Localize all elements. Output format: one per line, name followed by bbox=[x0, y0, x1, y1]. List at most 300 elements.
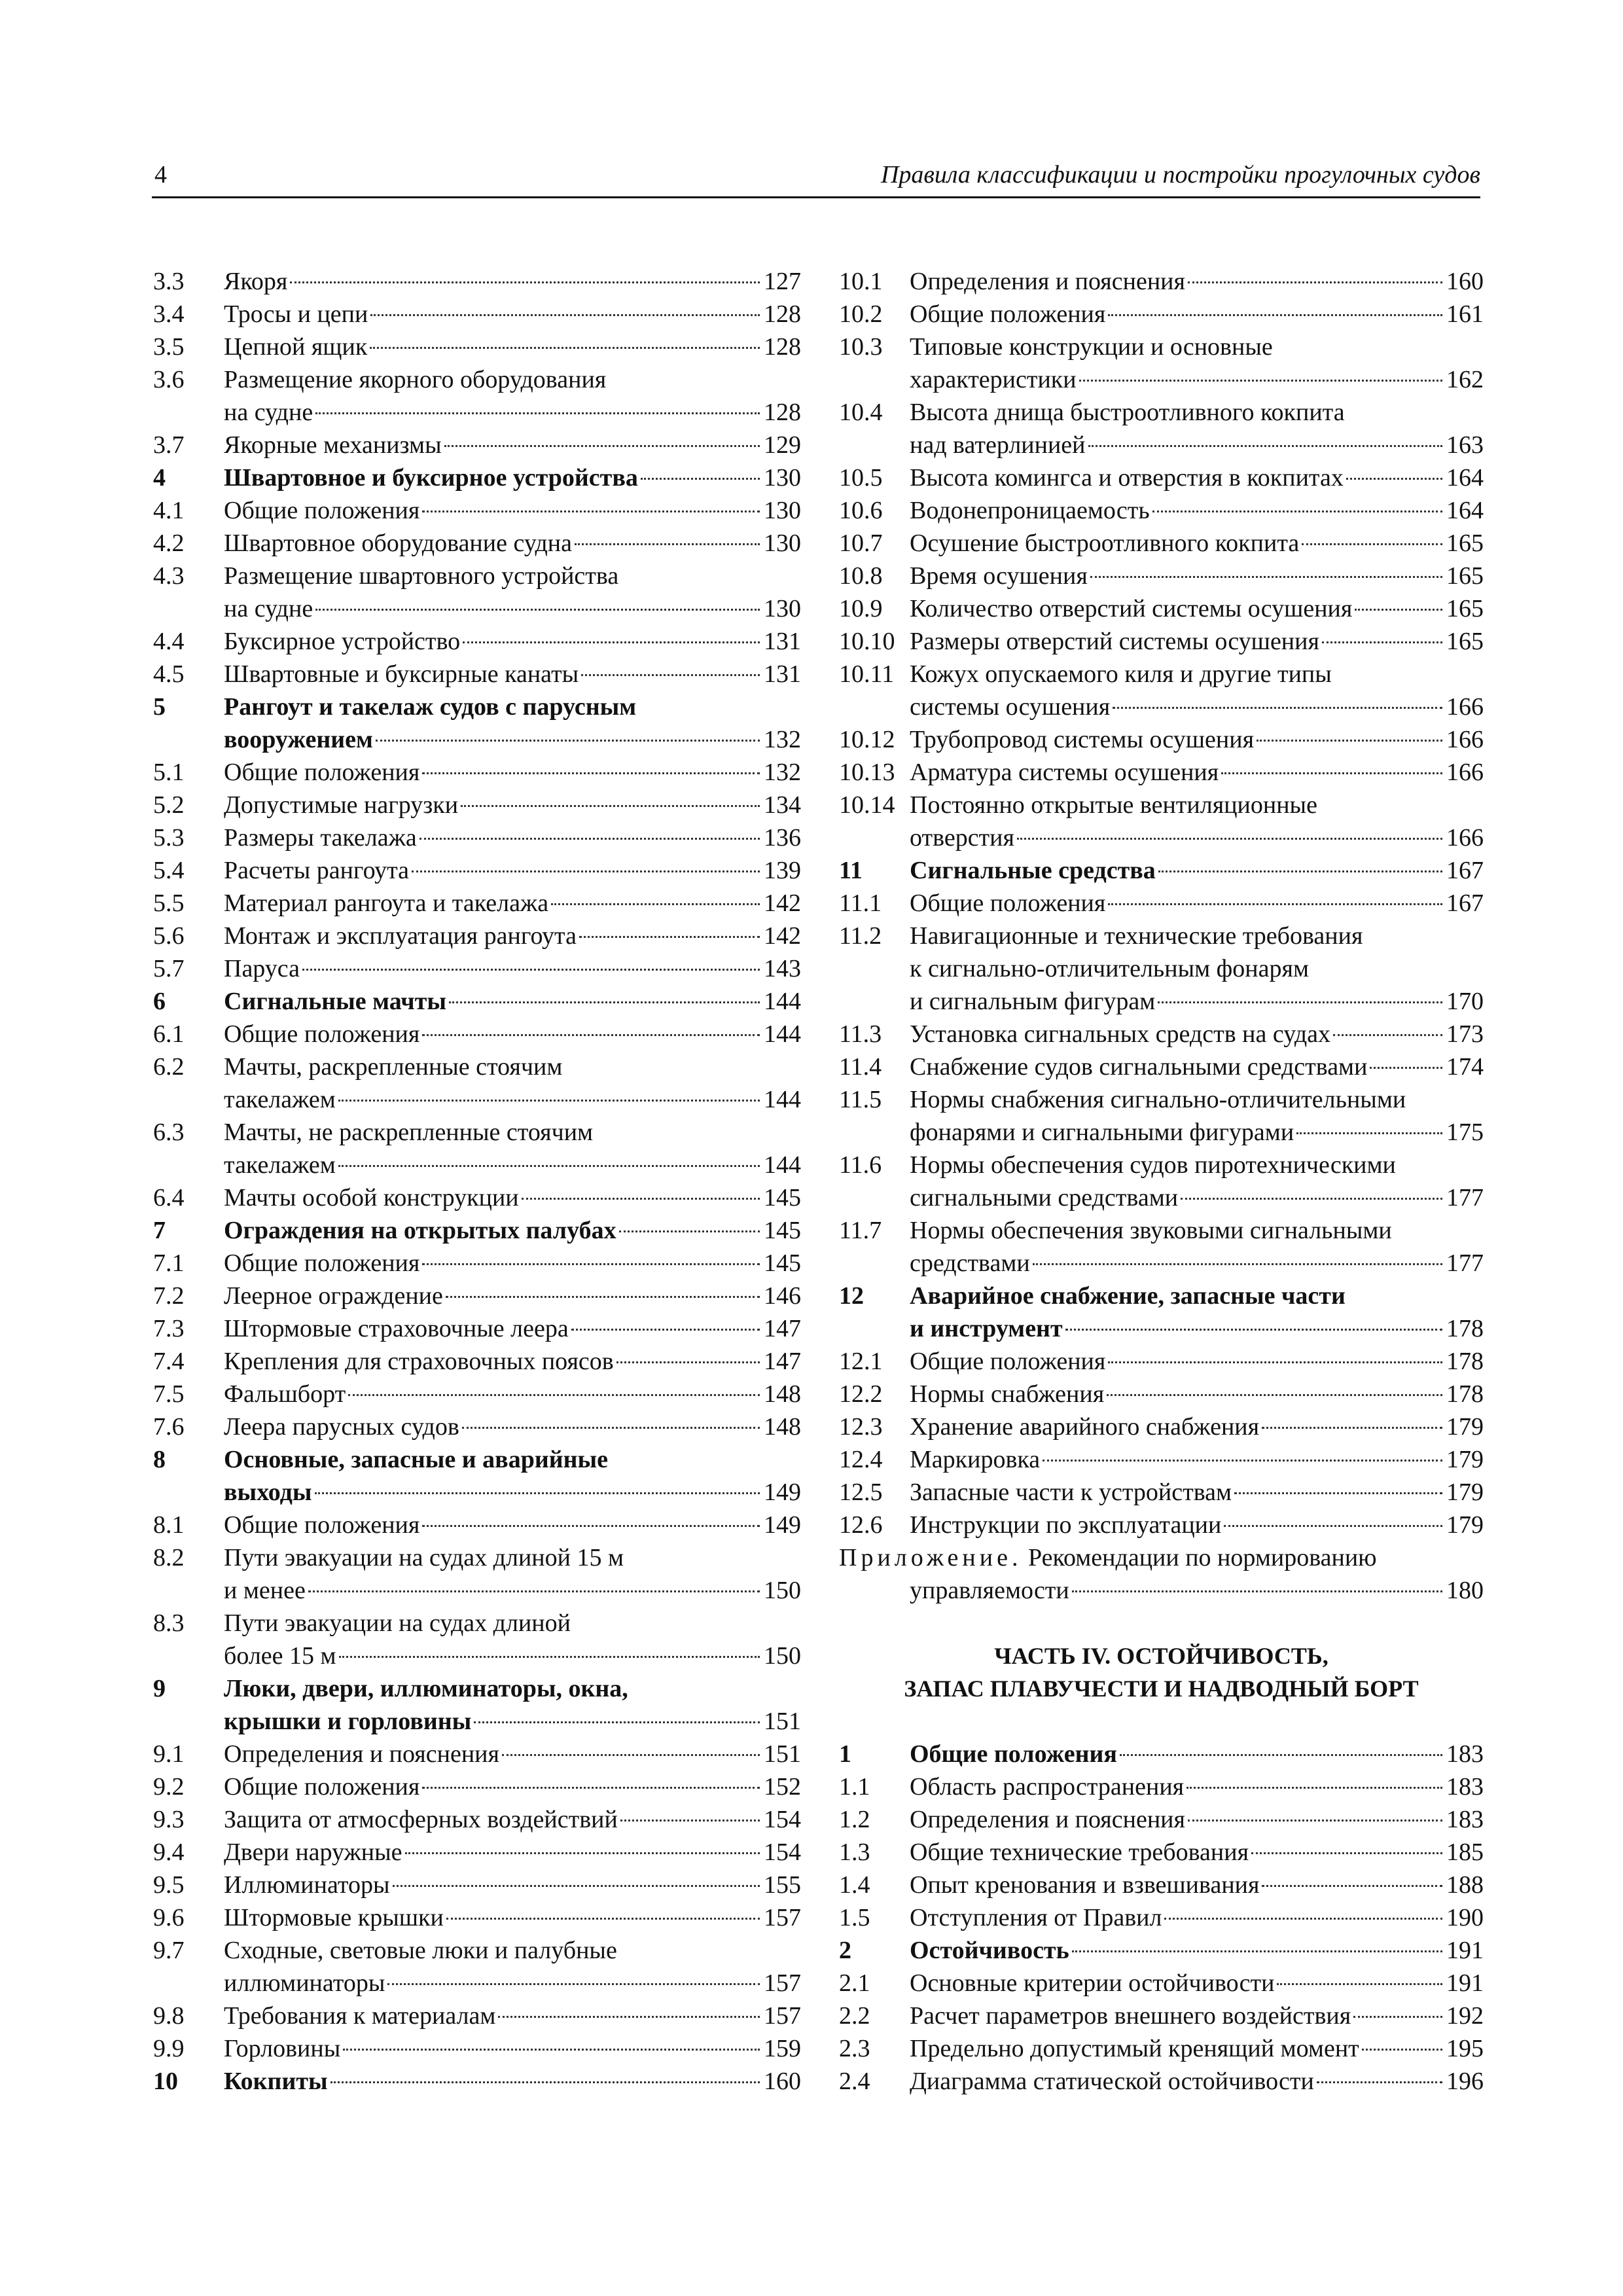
section-title: Осушение быстроотливного кокпита bbox=[910, 529, 1300, 557]
section-number: 6.3 bbox=[153, 1119, 185, 1146]
section-number: 5.4 bbox=[153, 857, 185, 884]
page-ref: 130 bbox=[764, 595, 801, 622]
section-number: 9.8 bbox=[153, 2002, 185, 2030]
page-ref: 155 bbox=[764, 1871, 801, 1899]
section-title: такелажем bbox=[224, 1086, 336, 1113]
section-number: 9.2 bbox=[153, 1773, 185, 1801]
toc-entry bbox=[839, 331, 1484, 363]
page-ref: 166 bbox=[1446, 693, 1484, 721]
section-number: 10.1 bbox=[839, 268, 883, 295]
section-number: 4.5 bbox=[153, 660, 185, 688]
section-title: Маркировка bbox=[910, 1446, 1041, 1473]
page-ref: 130 bbox=[764, 529, 801, 557]
toc-entry bbox=[153, 396, 801, 429]
page-ref: 142 bbox=[764, 922, 801, 950]
page-ref: 183 bbox=[1446, 1806, 1484, 1833]
leader-dots bbox=[1296, 1132, 1442, 1134]
section-number: 9.7 bbox=[153, 1937, 185, 1964]
page-ref: 159 bbox=[764, 2035, 801, 2062]
section-title: Установка сигнальных средств на судах bbox=[910, 1020, 1331, 1048]
leader-dots bbox=[405, 1852, 760, 1854]
leader-dots bbox=[302, 969, 760, 971]
section-title: Определения и пояснения bbox=[224, 1740, 499, 1768]
page-ref: 167 bbox=[1446, 857, 1484, 884]
leader-dots bbox=[1322, 641, 1442, 643]
section-title: такелажем bbox=[224, 1151, 336, 1179]
toc-entry bbox=[153, 821, 801, 854]
page-ref: 136 bbox=[764, 824, 801, 852]
running-title: Правила классификации и постройки прогулочных судов bbox=[880, 161, 1480, 188]
leader-dots bbox=[571, 1329, 760, 1331]
section-number: 1.5 bbox=[839, 1904, 870, 1931]
section-number: 11.1 bbox=[839, 889, 882, 917]
section-number: 10.2 bbox=[839, 300, 883, 328]
leader-dots bbox=[412, 870, 760, 872]
toc-entry bbox=[839, 1050, 1484, 1083]
toc-entry bbox=[839, 1869, 1484, 1901]
toc-entry bbox=[153, 1378, 801, 1410]
section-number: 7.5 bbox=[153, 1380, 185, 1408]
section-title: Основные критерии остойчивости bbox=[910, 1969, 1275, 1997]
leader-dots bbox=[1113, 707, 1442, 709]
section-title: Общие положения bbox=[910, 1348, 1106, 1375]
toc-entry bbox=[839, 1149, 1484, 1181]
page-ref: 144 bbox=[764, 1086, 801, 1113]
section-number: 1.2 bbox=[839, 1806, 870, 1833]
section-number: 4.2 bbox=[153, 529, 185, 557]
leader-dots bbox=[620, 1820, 760, 1821]
appendix-entry-line2 bbox=[839, 1574, 1484, 1607]
page-ref: 157 bbox=[764, 1904, 801, 1931]
toc-entry bbox=[839, 2000, 1484, 2032]
page-ref: 162 bbox=[1446, 366, 1484, 393]
toc-entry bbox=[839, 527, 1484, 560]
leader-dots bbox=[1152, 511, 1442, 512]
section-number: 10.5 bbox=[839, 464, 883, 492]
section-number: 10.4 bbox=[839, 399, 883, 426]
section-number: 3.5 bbox=[153, 333, 185, 361]
toc-entry bbox=[839, 1247, 1484, 1280]
leader-dots bbox=[461, 805, 760, 807]
toc-entry bbox=[839, 1476, 1484, 1509]
section-number: 9.1 bbox=[153, 1740, 185, 1768]
leader-dots bbox=[449, 1001, 760, 1003]
toc-entry bbox=[153, 1738, 801, 1770]
toc-entry bbox=[839, 1214, 1484, 1247]
toc-entry bbox=[153, 265, 801, 298]
section-title: Общие положения bbox=[910, 1740, 1117, 1768]
section-title: и менее bbox=[224, 1577, 306, 1604]
section-number: 2.2 bbox=[839, 2002, 870, 2030]
toc-entry bbox=[153, 887, 801, 920]
toc-entry bbox=[153, 1869, 801, 1901]
section-title: Отступления от Правил bbox=[910, 1904, 1162, 1931]
toc-entry bbox=[839, 625, 1484, 658]
section-number: 9 bbox=[153, 1675, 166, 1702]
section-title: выходы bbox=[224, 1479, 312, 1506]
page-ref: 128 bbox=[764, 399, 801, 426]
section-number: 4 bbox=[153, 464, 166, 492]
toc-entry bbox=[839, 1803, 1484, 1836]
leader-dots bbox=[1043, 1460, 1442, 1462]
leader-dots bbox=[370, 347, 760, 349]
toc-entry bbox=[153, 1443, 801, 1476]
toc-entry bbox=[839, 821, 1484, 854]
section-title: над ватерлинией bbox=[910, 431, 1086, 459]
toc-entry bbox=[839, 1181, 1484, 1214]
appendix-page: 180 bbox=[1446, 1577, 1484, 1604]
section-title: Пути эвакуации на судах длиной bbox=[224, 1609, 571, 1637]
page-ref: 177 bbox=[1446, 1184, 1484, 1211]
section-number: 1.1 bbox=[839, 1773, 870, 1801]
section-title: Двери наружные bbox=[224, 1839, 402, 1866]
section-number: 8.3 bbox=[153, 1609, 185, 1637]
section-title: на судне bbox=[224, 595, 313, 622]
section-title: Общие положения bbox=[910, 889, 1106, 917]
leader-dots bbox=[348, 1394, 760, 1396]
section-number: 12 bbox=[839, 1282, 864, 1310]
section-number: 7.6 bbox=[153, 1413, 185, 1441]
section-title: Хранение аварийного снабжения bbox=[910, 1413, 1260, 1441]
section-title: фонарями и сигнальными фигурами bbox=[910, 1119, 1294, 1146]
page-ref: 179 bbox=[1446, 1511, 1484, 1539]
page-ref: 166 bbox=[1446, 759, 1484, 786]
toc-entry bbox=[153, 2032, 801, 2065]
toc-entry bbox=[839, 658, 1484, 691]
section-title: отверстия bbox=[910, 824, 1014, 852]
toc-entry bbox=[153, 1803, 801, 1836]
section-number: 9.5 bbox=[153, 1871, 185, 1899]
toc-entry bbox=[153, 494, 801, 527]
section-title: Общие положения bbox=[224, 1773, 420, 1801]
toc-entry bbox=[153, 429, 801, 461]
section-number: 10.11 bbox=[839, 660, 895, 688]
section-title: Высота комингса и отверстия в кокпитах bbox=[910, 464, 1344, 492]
toc-entry bbox=[153, 1607, 801, 1640]
section-number: 8 bbox=[153, 1446, 166, 1473]
section-title: Нормы обеспечения судов пиротехническими bbox=[910, 1151, 1396, 1179]
section-title: Тросы и цепи bbox=[224, 300, 368, 328]
leader-dots bbox=[339, 1656, 760, 1658]
toc-entry bbox=[153, 854, 801, 887]
section-title: Опыт кренования и взвешивания bbox=[910, 1871, 1260, 1899]
page-ref: 191 bbox=[1446, 1969, 1484, 1997]
section-title: Общие положения bbox=[910, 300, 1106, 328]
toc-entry bbox=[153, 920, 801, 952]
page-ref: 179 bbox=[1446, 1479, 1484, 1506]
page-ref: 129 bbox=[764, 431, 801, 459]
leader-dots bbox=[446, 1918, 760, 1920]
leader-dots bbox=[422, 511, 760, 512]
toc-entry bbox=[839, 560, 1484, 592]
section-title: Леера парусных судов bbox=[224, 1413, 459, 1441]
section-title: вооружением bbox=[224, 726, 373, 753]
section-number: 12.1 bbox=[839, 1348, 883, 1375]
section-number: 9.9 bbox=[153, 2035, 185, 2062]
section-title: Предельно допустимый кренящий момент bbox=[910, 2035, 1359, 2062]
section-title: Область распространения bbox=[910, 1773, 1185, 1801]
page-ref: 160 bbox=[1446, 268, 1484, 295]
leader-dots bbox=[474, 1721, 760, 1723]
section-title: крышки и горловины bbox=[224, 1708, 472, 1735]
section-title: Общие технические требования bbox=[910, 1839, 1249, 1866]
page-ref: 130 bbox=[764, 497, 801, 524]
section-title: Общие положения bbox=[224, 497, 420, 524]
leader-dots bbox=[551, 903, 760, 905]
section-number: 1 bbox=[839, 1740, 851, 1768]
section-title: Якорные механизмы bbox=[224, 431, 442, 459]
toc-entry bbox=[153, 1836, 801, 1869]
section-number: 6 bbox=[153, 988, 166, 1015]
page-ref: 166 bbox=[1446, 726, 1484, 753]
leader-dots bbox=[1033, 1263, 1442, 1265]
page-ref: 179 bbox=[1446, 1413, 1484, 1441]
toc-entry bbox=[153, 1214, 801, 1247]
section-number: 3.3 bbox=[153, 268, 185, 295]
section-title: к сигнально-отличительным фонарям bbox=[910, 955, 1310, 982]
toc-entry bbox=[839, 854, 1484, 887]
toc-entry bbox=[839, 1770, 1484, 1803]
page-ref: 165 bbox=[1446, 562, 1484, 590]
page-ref: 165 bbox=[1446, 529, 1484, 557]
section-number: 3.4 bbox=[153, 300, 185, 328]
page-ref: 154 bbox=[764, 1806, 801, 1833]
leader-dots bbox=[1158, 1001, 1442, 1003]
toc-entry bbox=[839, 363, 1484, 396]
section-title: Сигнальные мачты bbox=[224, 988, 447, 1015]
section-title: Иллюминаторы bbox=[224, 1871, 390, 1899]
section-title: Штормовые крышки bbox=[224, 1904, 444, 1931]
page-ref: 149 bbox=[764, 1479, 801, 1506]
toc-entry bbox=[153, 723, 801, 756]
toc-entry bbox=[153, 1705, 801, 1738]
page-ref: 145 bbox=[764, 1217, 801, 1244]
leader-dots bbox=[1224, 1525, 1442, 1527]
section-title: Цепной ящик bbox=[224, 333, 368, 361]
appendix-spaced-word: Приложение. bbox=[839, 1544, 1022, 1571]
toc-entry bbox=[839, 1443, 1484, 1476]
toc-entry bbox=[153, 1280, 801, 1312]
section-number: 5.6 bbox=[153, 922, 185, 950]
section-title: Общие положения bbox=[224, 1020, 420, 1048]
section-number: 1.4 bbox=[839, 1871, 870, 1899]
section-title: Остойчивость bbox=[910, 1937, 1069, 1964]
section-title: Диаграмма статической остойчивости bbox=[910, 2068, 1314, 2095]
section-title: Водонепроницаемость bbox=[910, 497, 1150, 524]
section-title: Постоянно открытые вентиляционные bbox=[910, 791, 1317, 819]
page-ref: 161 bbox=[1446, 300, 1484, 328]
toc-entry bbox=[153, 1116, 801, 1149]
page-ref: 144 bbox=[764, 988, 801, 1015]
leader-dots bbox=[422, 1787, 760, 1789]
page-ref: 134 bbox=[764, 791, 801, 819]
section-title: характеристики bbox=[910, 366, 1077, 393]
section-number: 12.3 bbox=[839, 1413, 883, 1441]
toc-entry bbox=[153, 2000, 801, 2032]
section-title: Инструкции по эксплуатации bbox=[910, 1511, 1222, 1539]
section-number: 12.4 bbox=[839, 1446, 883, 1473]
toc-entry bbox=[153, 1901, 801, 1934]
leader-dots bbox=[422, 772, 760, 774]
page-ref: 147 bbox=[764, 1348, 801, 1375]
leader-dots bbox=[1251, 1852, 1442, 1854]
section-title: Снабжение судов сигнальными средствами bbox=[910, 1053, 1368, 1081]
section-number: 7 bbox=[153, 1217, 166, 1244]
section-title: Размещение швартовного устройства bbox=[224, 562, 619, 590]
leader-dots bbox=[1262, 1885, 1442, 1887]
toc-entry bbox=[839, 429, 1484, 461]
section-number: 5.7 bbox=[153, 955, 185, 982]
section-title: сигнальными средствами bbox=[910, 1184, 1179, 1211]
leader-dots bbox=[338, 1100, 760, 1102]
leader-dots bbox=[1302, 543, 1442, 545]
leader-dots bbox=[393, 1885, 760, 1887]
toc-entry bbox=[153, 1640, 801, 1672]
leader-dots bbox=[1355, 609, 1442, 611]
page-ref: 128 bbox=[764, 300, 801, 328]
toc-entry bbox=[153, 1149, 801, 1181]
page-ref: 142 bbox=[764, 889, 801, 917]
section-title: Сигнальные средства bbox=[910, 857, 1156, 884]
page-ref: 178 bbox=[1446, 1380, 1484, 1408]
page-ref: 131 bbox=[764, 628, 801, 655]
page-ref: 150 bbox=[764, 1577, 801, 1604]
section-number: 2.1 bbox=[839, 1969, 870, 1997]
toc-entry bbox=[153, 1410, 801, 1443]
leader-dots bbox=[422, 1525, 760, 1527]
toc-entry bbox=[153, 1083, 801, 1116]
section-number: 10.8 bbox=[839, 562, 883, 590]
section-number: 7.3 bbox=[153, 1315, 185, 1342]
section-number: 2 bbox=[839, 1937, 851, 1964]
page-ref: 179 bbox=[1446, 1446, 1484, 1473]
toc-entry bbox=[153, 298, 801, 331]
leader-dots bbox=[308, 1590, 760, 1592]
section-number: 12.2 bbox=[839, 1380, 883, 1408]
section-number: 10.3 bbox=[839, 333, 883, 361]
section-title: Арматура системы осушения bbox=[910, 759, 1219, 786]
leader-dots bbox=[1277, 1983, 1442, 1985]
section-title: Общие положения bbox=[224, 759, 420, 786]
section-title: Навигационные и технические требования bbox=[910, 922, 1363, 950]
toc-entry bbox=[839, 1967, 1484, 2000]
toc-entry bbox=[839, 1083, 1484, 1116]
section-title: Трубопровод системы осушения bbox=[910, 726, 1255, 753]
leader-dots bbox=[387, 1983, 760, 1985]
section-number: 11.4 bbox=[839, 1053, 882, 1081]
appendix-entry-line1 bbox=[839, 1541, 1484, 1574]
toc-entry bbox=[839, 1312, 1484, 1345]
page-ref: 127 bbox=[764, 268, 801, 295]
leader-dots bbox=[444, 445, 760, 447]
page-ref: 157 bbox=[764, 1969, 801, 1997]
toc-entry bbox=[153, 2065, 801, 2098]
section-number: 3.7 bbox=[153, 431, 185, 459]
section-number: 5.2 bbox=[153, 791, 185, 819]
section-title: Нормы обеспечения звуковыми сигнальными bbox=[910, 1217, 1392, 1244]
section-number: 10.6 bbox=[839, 497, 883, 524]
section-number: 2.3 bbox=[839, 2035, 870, 2062]
toc-entry bbox=[839, 461, 1484, 494]
page-ref: 130 bbox=[764, 464, 801, 492]
toc-entry bbox=[153, 461, 801, 494]
leader-dots bbox=[419, 838, 760, 840]
section-title: Допустимые нагрузки bbox=[224, 791, 459, 819]
section-number: 11.3 bbox=[839, 1020, 882, 1048]
page-ref: 132 bbox=[764, 726, 801, 753]
leader-dots bbox=[1346, 478, 1442, 480]
page-ref: 145 bbox=[764, 1184, 801, 1211]
section-title: Размещение якорного оборудования bbox=[224, 366, 607, 393]
toc-entry bbox=[839, 1280, 1484, 1312]
page-ref: 132 bbox=[764, 759, 801, 786]
toc-entry bbox=[839, 396, 1484, 429]
section-title: Горловины bbox=[224, 2035, 341, 2062]
section-number: 12.5 bbox=[839, 1479, 883, 1506]
toc-right-items bbox=[839, 265, 1484, 1541]
page-ref: 154 bbox=[764, 1839, 801, 1866]
leader-dots bbox=[1234, 1492, 1442, 1494]
toc-entry bbox=[153, 756, 801, 789]
leader-dots bbox=[1188, 1820, 1442, 1821]
toc-entry bbox=[153, 658, 801, 691]
section-number: 10.7 bbox=[839, 529, 883, 557]
section-title: Основные, запасные и аварийные bbox=[224, 1446, 609, 1473]
toc-entry bbox=[839, 1934, 1484, 1967]
section-title: Фальшборт bbox=[224, 1380, 346, 1408]
section-title: Общие положения bbox=[224, 1249, 420, 1277]
section-title: Материал рангоута и такелажа bbox=[224, 889, 549, 917]
section-title: Общие положения bbox=[224, 1511, 420, 1539]
leader-dots bbox=[1108, 903, 1442, 905]
leader-dots bbox=[422, 1263, 760, 1265]
toc-entry bbox=[153, 1509, 801, 1541]
toc-entry bbox=[153, 1345, 801, 1378]
page-ref: 144 bbox=[764, 1151, 801, 1179]
leader-dots bbox=[522, 1198, 760, 1200]
leader-dots bbox=[1188, 281, 1442, 283]
section-number: 4.4 bbox=[153, 628, 185, 655]
section-number: 11.2 bbox=[839, 922, 882, 950]
page-ref: 183 bbox=[1446, 1773, 1484, 1801]
part-heading-line1: ЧАСТЬ IV. ОСТОЙЧИВОСТЬ, bbox=[994, 1643, 1329, 1669]
leader-dots bbox=[463, 641, 760, 643]
leader-dots bbox=[290, 281, 760, 283]
leader-dots bbox=[1164, 1918, 1442, 1920]
toc-entry bbox=[839, 2032, 1484, 2065]
page-ref: 178 bbox=[1446, 1348, 1484, 1375]
page-ref: 190 bbox=[1446, 1904, 1484, 1931]
toc-entry bbox=[839, 1410, 1484, 1443]
section-title: Аварийное снабжение, запасные части bbox=[910, 1282, 1346, 1310]
toc-entry bbox=[839, 789, 1484, 821]
section-title: Монтаж и эксплуатация рангоута bbox=[224, 922, 577, 950]
section-number: 11.7 bbox=[839, 1217, 882, 1244]
section-title: Сходные, световые люки и палубные bbox=[224, 1937, 617, 1964]
toc-entry bbox=[153, 1312, 801, 1345]
section-title: Крепления для страховочных поясов bbox=[224, 1348, 614, 1375]
section-title: Нормы снабжения bbox=[910, 1380, 1105, 1408]
section-title: Штормовые страховочные леера bbox=[224, 1315, 569, 1342]
section-title: Защита от атмосферных воздействий bbox=[224, 1806, 618, 1833]
section-title: Расчет параметров внешнего воздействия bbox=[910, 2002, 1351, 2030]
page-ref: 163 bbox=[1446, 431, 1484, 459]
leader-dots bbox=[579, 936, 760, 938]
page-ref: 147 bbox=[764, 1315, 801, 1342]
section-number: 4.3 bbox=[153, 562, 185, 590]
page-ref: 196 bbox=[1446, 2068, 1484, 2095]
section-number: 6.1 bbox=[153, 1020, 185, 1048]
